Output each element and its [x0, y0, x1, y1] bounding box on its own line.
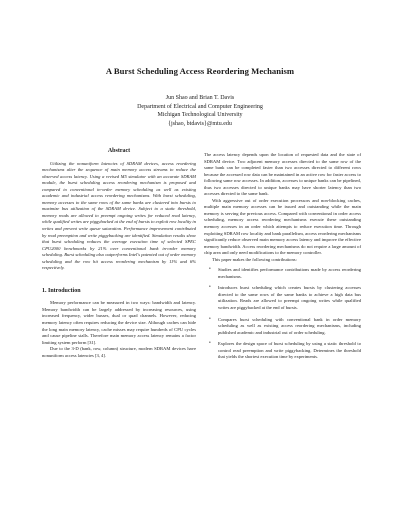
bullet-icon: •: [209, 285, 211, 291]
abstract-heading: Abstract: [107, 148, 131, 154]
contribution-text: Introduces burst scheduling which creates bursts by clustering accesses directed to the same rows of the same banks to achieve a high data bus utilization. Reads are allowed to preempt ongoing writes while qualified writes are piggybacked at the end of bursts.: [218, 285, 361, 311]
contribution-item: [209, 341, 361, 361]
author-email: {jshao, btdavis}@mtu.edu: [168, 121, 232, 128]
paper-title: A Burst Scheduling Access Reordering Mechanism: [105, 66, 295, 76]
bullet-icon: •: [209, 267, 211, 273]
affiliation-department: Department of Electrical and Computer Engineering: [137, 103, 263, 110]
right-column: [204, 152, 361, 366]
left-column: [42, 148, 196, 359]
contribution-text: Compares burst scheduling with conventional bank in order memory scheduling as well as existing access reordering mechanisms, including published academic and industrial out of order scheduling.: [218, 316, 361, 335]
bullet-icon: •: [209, 341, 211, 347]
bullet-icon: •: [209, 316, 211, 322]
contribution-item: [209, 316, 361, 337]
intro-paragraph-3: The access latency depends upon the location of requested data and the state of SDRAM device. Two adjacent memory accesses directed to the same row of the same bank can be completed faster than two accesses directed to different rows because the accessed row data can be maintained in an active row for faster access to following same row accesses. In addition, accesses to unique banks can be pipelined, thus two accesses directed to unique banks may have shorter latency than two accesses directed to the same bank.: [204, 152, 361, 197]
affiliation-university: Michigan Technological University: [157, 112, 243, 119]
contribution-item: [209, 267, 361, 280]
abstract-text: Utilizing the nonuniform latencies of SDRAM devices, access reordering mechanisms alter the sequence of main memory access streams to reduce the observed access latency. Using a revised M5 simulator with an accurate SDRAM module, the burst scheduling access reordering mechanism is proposed and compared to conventional in-order memory scheduling as well as existing academic and industrial access reordering mechanisms. With burst scheduling, memory accesses to the same rows of the same banks are clustered into bursts to maximize bus utilization of the SDRAM device. Subject to a static threshold, memory reads are allowed to preempt ongoing writes for reduced read latency, while qualified writes are piggybacked at the end of bursts to exploit row locality in writes and prevent write queue saturation. Performance improvement contributed by read preemption and write piggybacking are identified. Simulation results show that burst scheduling reduces the average execution time of selected SPEC CPU2000 benchmarks by 21% over conventional bank in-order memory scheduling. Burst scheduling also outperforms Intel's patented out of order memory scheduling and the row hit access reordering mechanism by 11% and 6% respectively.: [42, 160, 196, 271]
intro-paragraph-4: With aggressive out of order execution processors and non-blocking caches, multiple main memory accesses can be issued and outstanding while the main memory is serving the previous access. Compared with conventional in order access scheduling, memory access reordering mechanisms execute these outstanding memory accesses in an order which attempts to reduce execution time. Through exploiting SDRAM row locality and bank parallelism, access reordering mechanisms significantly reduce observed main memory access latency and improve the effective memory bandwidth. Access reordering mechanisms do not require a large amount of chip area and only need modifications to the memory controller.: [204, 197, 361, 256]
intro-paragraph-1: Memory performance can be measured in two ways: bandwidth and latency. Memory bandwidth can be largely addressed by increasing resources, using increased frequency, wider busses, dual or quad channels. However, reducing memory latency often requires reducing the device size. Although caches can hide the long main memory latency, cache misses may require hundreds of CPU cycles and cause pipeline stalls. Therefore main memory access latency remains a factor limiting system perform [31].: [42, 300, 196, 345]
author-names: Jun Shao and Brian T. Davis: [165, 95, 235, 101]
intro-paragraph-5: This paper makes the following contributions:: [212, 256, 297, 262]
contribution-text: Studies and identifies performance contributions made by access reordering mechanisms.: [218, 267, 361, 279]
intro-paragraph-2: Due to the 3-D (bank, row, column) structure, modern SDRAM devices have nonuniform access latencies [3, 4].: [42, 346, 196, 358]
introduction-heading: 1. Introduction: [42, 287, 81, 294]
contributions-list: [204, 267, 361, 361]
author-block: [0, 94, 400, 129]
contribution-text: Explores the design space of burst scheduling by using a static threshold to control read preemption and write piggybacking. Determines the threshold that yields the shortest execution time by experiments.: [218, 341, 361, 360]
contribution-item: [209, 285, 361, 311]
